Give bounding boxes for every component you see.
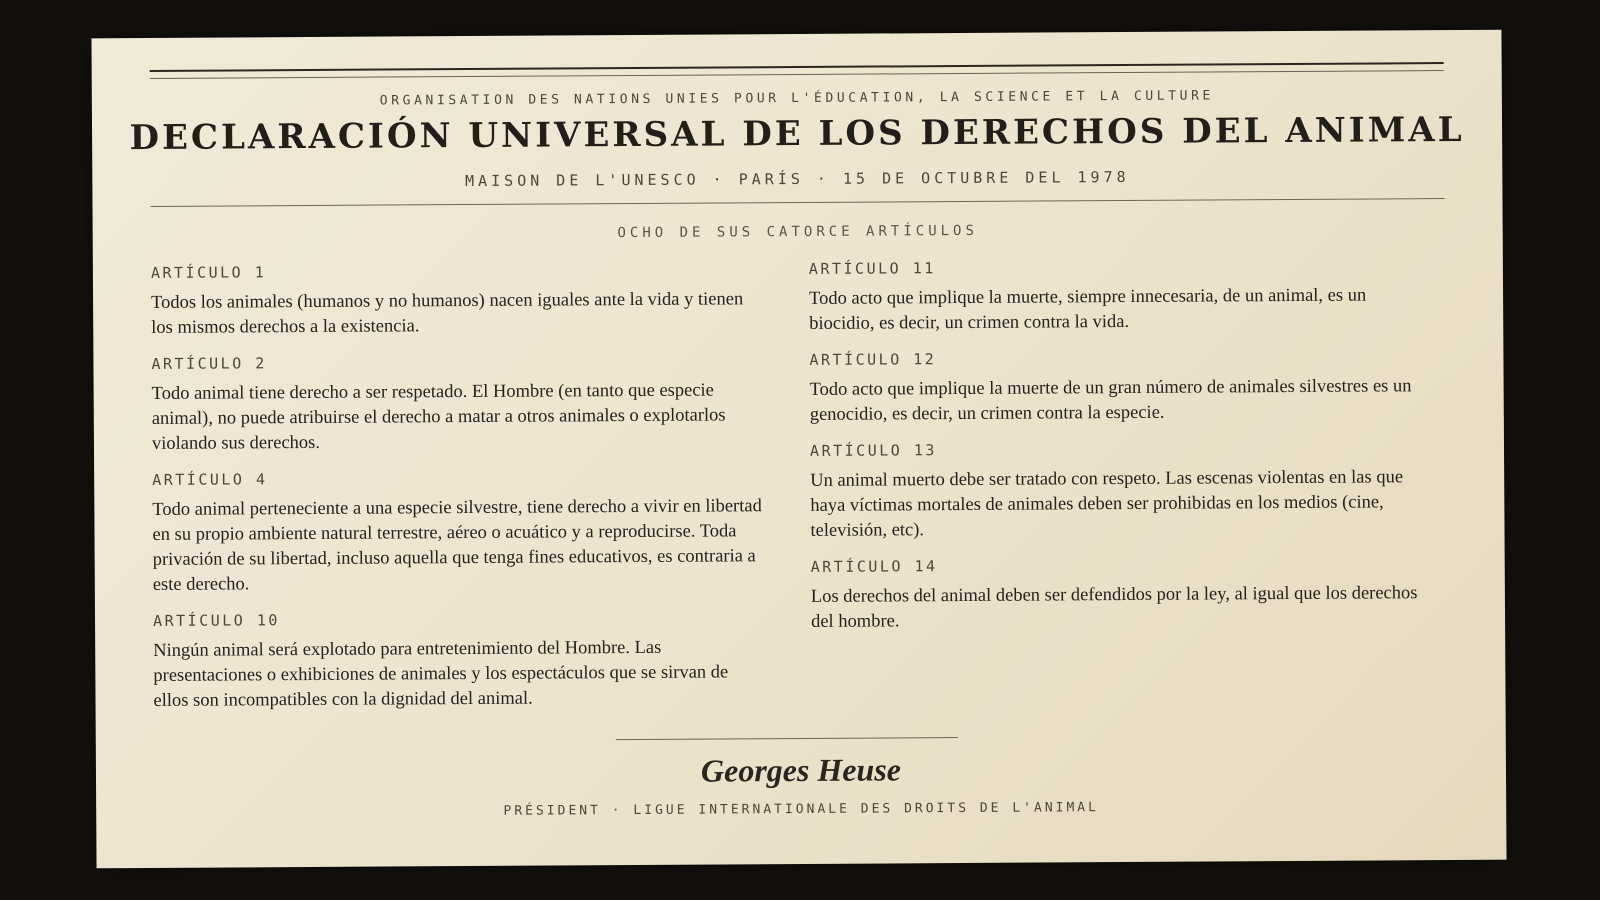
article-number: ARTÍCULO 1 bbox=[150, 263, 267, 282]
declaration-document bbox=[91, 30, 1506, 869]
document-title: DECLARACIÓN UNIVERSAL DE LOS DERECHOS DEL ANIMAL bbox=[129, 109, 1465, 159]
signature-role: PRÉSIDENT · LIGUE INTERNATIONALE DES DROITS DE L'ANIMAL bbox=[503, 800, 1099, 819]
article-number: ARTÍCULO 2 bbox=[151, 354, 267, 373]
right-article-column bbox=[809, 256, 1421, 649]
article-13 bbox=[810, 438, 1421, 544]
article-text: Todo acto que implique la muerte, siempre innecesaria, de un animal, es un biocidio, es decir, un crimen contra la vida. bbox=[809, 285, 1367, 334]
article-14 bbox=[811, 554, 1421, 635]
section-label: OCHO DE SUS CATORCE ARTÍCULOS bbox=[617, 222, 978, 242]
article-text: Todo acto que implique la muerte de un gran número de animales silvestres es un genocidio, es decir, un crimen contra la especie. bbox=[809, 376, 1412, 425]
document-subtitle: MAISON DE L'UNESCO · PARÍS · 15 DE OCTUBRE DEL 1978 bbox=[465, 167, 1130, 191]
article-text: Todos los animales (humanos y no humanos) nacen iguales ante la vida y tienen los mismos derechos a la existencia. bbox=[151, 289, 744, 338]
left-article-column bbox=[151, 260, 764, 728]
article-12 bbox=[809, 347, 1419, 428]
article-text: Todo animal perteneciente a una especie silvestre, tiene derecho a vivir en libertad en su propio ambiente natural terrestre, aéreo o acuático y a reproducirse. Toda privación de su libertad, incluso aquella que tenga fines educativos, es contraria a este derecho. bbox=[152, 496, 762, 595]
article-text: Ningún animal será explotado para entretenimiento del Hombre. Las presentaciones o exhibiciones de animales y los espectáculos que se sirvan de ellos son incompatibles con la dignidad del animal. bbox=[153, 637, 729, 711]
article-text: Todo animal tiene derecho a ser respetado. El Hombre (en tanto que especie animal), no puede atribuirse el derecho a matar a otros animales o explotarlos violando sus derechos. bbox=[151, 380, 726, 454]
article-2 bbox=[151, 351, 762, 457]
article-1 bbox=[151, 260, 761, 341]
article-number: ARTÍCULO 4 bbox=[152, 470, 268, 489]
signature-name: Georges Heuse bbox=[700, 751, 902, 789]
signature-line bbox=[616, 737, 958, 740]
article-4 bbox=[152, 467, 763, 598]
article-text: Un animal muerto debe ser tratado con respeto. Las escenas violentas en las que haya víctimas mortales de animales deben ser prohibidas en los medios (cine, televisión, etc). bbox=[810, 467, 1404, 541]
article-number: ARTÍCULO 14 bbox=[810, 557, 938, 576]
article-number: ARTÍCULO 12 bbox=[809, 350, 937, 369]
article-number: ARTÍCULO 11 bbox=[808, 259, 936, 278]
article-number: ARTÍCULO 10 bbox=[152, 611, 280, 630]
article-number: ARTÍCULO 13 bbox=[809, 441, 937, 460]
article-11 bbox=[809, 256, 1419, 337]
article-text: Los derechos del animal deben ser defendidos por la ley, al igual que los derechos del hombre. bbox=[810, 583, 1418, 632]
header-kicker: ORGANISATION DES NATIONS UNIES POUR L'ÉDUCATION, LA SCIENCE ET LA CULTURE bbox=[379, 88, 1214, 109]
article-10 bbox=[153, 608, 764, 714]
top-double-rule bbox=[150, 62, 1444, 79]
header-divider bbox=[151, 198, 1445, 207]
